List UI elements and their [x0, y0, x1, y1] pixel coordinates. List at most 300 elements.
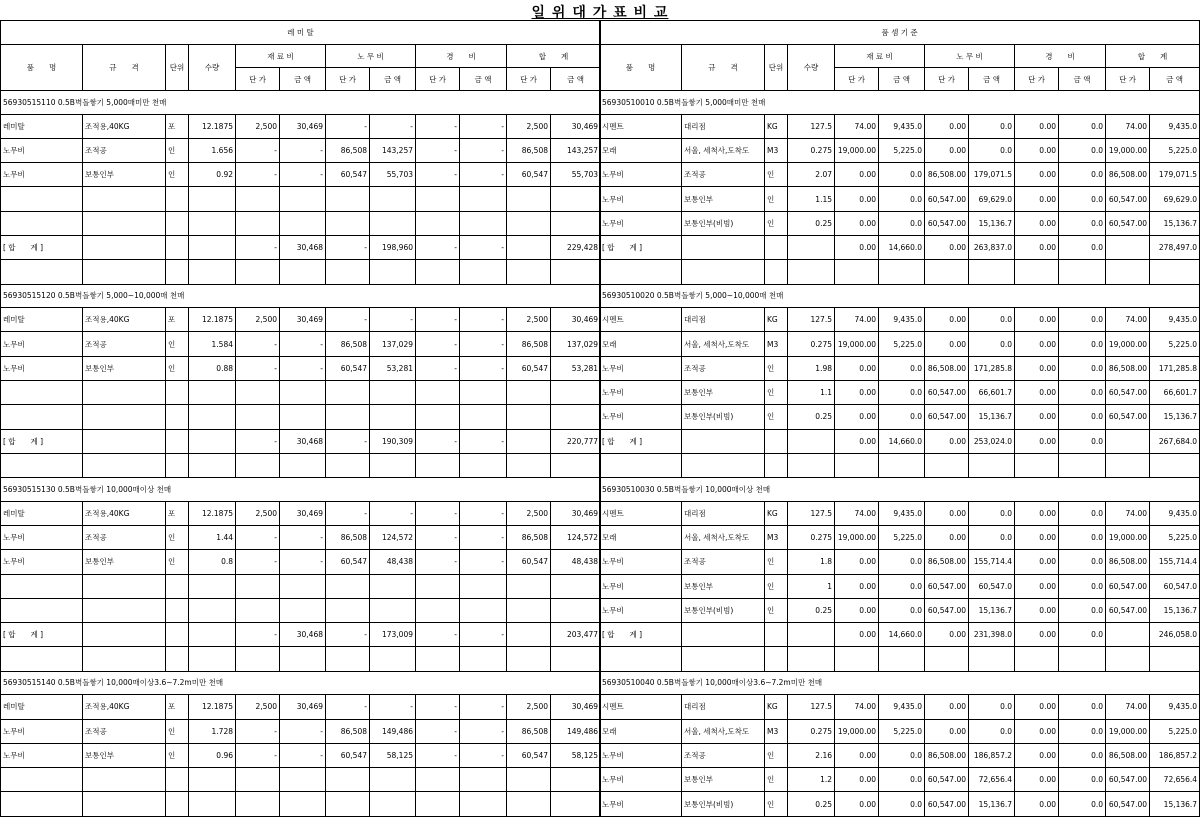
col-header-name: 품 명 — [600, 45, 682, 91]
table-cell: 60,547 — [507, 550, 551, 574]
table-row — [600, 647, 1200, 671]
table-cell: 2,500 — [507, 114, 551, 138]
table-cell: 0.00 — [925, 429, 969, 453]
table-cell: 15,136.7 — [969, 598, 1015, 622]
table-cell — [969, 453, 1015, 477]
table-cell — [236, 598, 280, 622]
table-cell: 조적공 — [83, 138, 166, 162]
table-cell: 48,438 — [551, 550, 601, 574]
table-cell — [788, 623, 835, 647]
table-cell: 74.00 — [835, 501, 879, 525]
table-row — [600, 429, 1200, 453]
table-cell: - — [326, 114, 370, 138]
table-cell: 0.0 — [1059, 405, 1106, 429]
table-cell: 모래 — [600, 719, 682, 743]
table-cell: 220,777 — [551, 429, 601, 453]
table-cell — [189, 647, 236, 671]
table-cell: 86,508.00 — [1106, 163, 1150, 187]
table-row — [1, 332, 601, 356]
table-cell — [166, 187, 189, 211]
table-row — [1, 453, 601, 477]
table-cell — [416, 647, 460, 671]
col-header-expense: 경 비 — [416, 45, 507, 68]
table-cell — [1106, 647, 1150, 671]
table-cell: - — [236, 235, 280, 259]
table-cell: 0.0 — [879, 211, 925, 235]
table-cell — [551, 453, 601, 477]
table-cell: 서울, 세척사,도착도 — [682, 332, 765, 356]
table-cell: 143,257 — [551, 138, 601, 162]
table-cell: 0.00 — [1015, 598, 1059, 622]
column-header-row — [600, 45, 1200, 68]
table-cell — [1015, 260, 1059, 284]
table-cell: 0.00 — [835, 235, 879, 259]
table-cell — [370, 187, 416, 211]
table-cell — [416, 453, 460, 477]
section-title: 56930510020 0.5B벽돌쌓기 5,000~10,000매 천매 — [600, 284, 1200, 308]
table-cell: 1.656 — [189, 138, 236, 162]
table-cell: 보통인부 — [682, 380, 765, 404]
table-cell: 5,225.0 — [1150, 138, 1200, 162]
table-row — [1, 380, 601, 404]
table-cell: 246,058.0 — [1150, 623, 1200, 647]
table-cell — [189, 380, 236, 404]
table-row — [600, 623, 1200, 647]
section-header-row — [1, 284, 601, 308]
table-cell: 149,486 — [551, 719, 601, 743]
col-header-material: 재 료 비 — [835, 45, 925, 68]
table-row — [1, 768, 601, 792]
table-cell: - — [236, 332, 280, 356]
table-cell — [460, 260, 507, 284]
table-cell — [189, 792, 236, 816]
section-header-row — [600, 284, 1200, 308]
table-cell: 5,225.0 — [879, 332, 925, 356]
table-cell — [507, 211, 551, 235]
col-header-qty: 수량 — [788, 45, 835, 91]
table-cell: - — [416, 743, 460, 767]
col-header-expense: 경 비 — [1015, 45, 1106, 68]
table-cell: 보통인부 — [682, 187, 765, 211]
table-cell: 0.8 — [189, 550, 236, 574]
table-cell — [280, 453, 326, 477]
table-cell — [1, 380, 83, 404]
table-cell — [551, 187, 601, 211]
table-cell: 14,660.0 — [879, 235, 925, 259]
table-cell — [189, 260, 236, 284]
table-cell — [1, 768, 83, 792]
table-row — [600, 332, 1200, 356]
table-cell — [326, 792, 370, 816]
table-cell: 5,225.0 — [1150, 525, 1200, 549]
table-cell: 60,547.00 — [925, 405, 969, 429]
table-cell: 0.0 — [1059, 114, 1106, 138]
table-title: 품 셈 기 준 — [600, 21, 1200, 45]
table-cell — [460, 453, 507, 477]
table-cell — [551, 405, 601, 429]
table-cell: 노무비 — [600, 743, 682, 767]
table-cell — [326, 405, 370, 429]
table-cell — [507, 598, 551, 622]
table-cell — [280, 187, 326, 211]
col-header-unit-price: 단 가 — [1106, 68, 1150, 91]
table-cell — [280, 647, 326, 671]
table-cell: 53,281 — [370, 356, 416, 380]
table-cell: 60,547 — [507, 163, 551, 187]
table-cell: 노무비 — [600, 211, 682, 235]
table-cell — [83, 405, 166, 429]
table-cell — [83, 211, 166, 235]
table-cell: 인 — [765, 380, 788, 404]
table-cell: 0.00 — [925, 525, 969, 549]
table-cell: 0.0 — [1059, 138, 1106, 162]
table-cell: 60,547.00 — [925, 187, 969, 211]
table-row — [600, 211, 1200, 235]
table-cell — [280, 405, 326, 429]
table-row — [1, 138, 601, 162]
table-cell: 조적공 — [83, 332, 166, 356]
table-cell — [326, 187, 370, 211]
table-cell: 127.5 — [788, 308, 835, 332]
table-cell: 30,469 — [551, 114, 601, 138]
table-cell: 노무비 — [600, 187, 682, 211]
table-cell: 55,703 — [370, 163, 416, 187]
table-cell: - — [236, 719, 280, 743]
table-cell: - — [460, 743, 507, 767]
table-cell: 0.00 — [1015, 501, 1059, 525]
table-cell: - — [326, 308, 370, 332]
table-cell: 인 — [765, 743, 788, 767]
table-cell — [969, 260, 1015, 284]
table-cell: - — [460, 308, 507, 332]
table-cell: 19,000.00 — [835, 332, 879, 356]
table-cell: - — [236, 356, 280, 380]
table-cell: 60,547 — [326, 163, 370, 187]
table-cell: 171,285.8 — [969, 356, 1015, 380]
table-cell: - — [280, 719, 326, 743]
table-row — [600, 138, 1200, 162]
table-cell — [236, 405, 280, 429]
table-cell: 0.00 — [1015, 405, 1059, 429]
table-cell: 노무비 — [600, 356, 682, 380]
table-cell — [83, 380, 166, 404]
table-cell: 0.0 — [1059, 211, 1106, 235]
table-cell — [835, 453, 879, 477]
table-cell: 0.0 — [1059, 623, 1106, 647]
table-cell — [236, 768, 280, 792]
table-cell — [416, 405, 460, 429]
table-cell: - — [416, 114, 460, 138]
table-cell — [166, 429, 189, 453]
table-cell — [507, 380, 551, 404]
table-cell — [83, 235, 166, 259]
table-cell: - — [416, 525, 460, 549]
table-cell: 0.0 — [879, 792, 925, 816]
section-title: 56930515130 0.5B벽돌쌓기 10,000매이상 천매 — [1, 478, 601, 502]
table-title-row — [1, 21, 601, 45]
table-row — [600, 768, 1200, 792]
table-cell: 0.25 — [788, 405, 835, 429]
table-cell: 0.0 — [969, 501, 1015, 525]
table-cell: 60,547.00 — [1106, 380, 1150, 404]
table-cell — [551, 647, 601, 671]
table-cell: 19,000.00 — [835, 138, 879, 162]
table-cell — [189, 768, 236, 792]
col-header-total: 합 계 — [1106, 45, 1200, 68]
table-cell — [236, 211, 280, 235]
table-cell: - — [416, 429, 460, 453]
table-cell: 190,309 — [370, 429, 416, 453]
table-cell: 155,714.4 — [1150, 550, 1200, 574]
table-cell: 9,435.0 — [879, 501, 925, 525]
table-cell: 137,029 — [370, 332, 416, 356]
table-cell: - — [280, 138, 326, 162]
table-cell: 86,508 — [507, 138, 551, 162]
table-cell: 74.00 — [1106, 501, 1150, 525]
table-cell: 2,500 — [236, 501, 280, 525]
table-cell: 1.1 — [788, 380, 835, 404]
table-row — [1, 792, 601, 816]
table-cell: 60,547.00 — [925, 574, 969, 598]
table-cell: 9,435.0 — [1150, 114, 1200, 138]
table-cell — [507, 453, 551, 477]
table-cell — [460, 211, 507, 235]
table-cell: 74.00 — [835, 695, 879, 719]
table-cell: 60,547 — [326, 356, 370, 380]
table-cell: - — [280, 163, 326, 187]
table-row — [1, 550, 601, 574]
table-cell: 0.00 — [1015, 380, 1059, 404]
table-cell: 60,547 — [326, 550, 370, 574]
col-header-amount: 금 액 — [460, 68, 507, 91]
table-cell: 0.275 — [788, 525, 835, 549]
table-cell: - — [416, 719, 460, 743]
table-cell: 9,435.0 — [1150, 501, 1200, 525]
table-cell: 137,029 — [551, 332, 601, 356]
table-cell: 1.584 — [189, 332, 236, 356]
table-cell — [370, 598, 416, 622]
table-cell: 0.0 — [1059, 550, 1106, 574]
table-cell: - — [280, 525, 326, 549]
table-cell — [507, 405, 551, 429]
table-cell: 12.1875 — [189, 501, 236, 525]
table-cell: 노무비 — [1, 743, 83, 767]
table-cell — [682, 429, 765, 453]
table-cell: 0.0 — [1059, 235, 1106, 259]
table-cell: M3 — [765, 138, 788, 162]
col-header-total: 합 계 — [507, 45, 601, 68]
table-cell: 0.0 — [1059, 187, 1106, 211]
table-cell: 5,225.0 — [1150, 719, 1200, 743]
table-cell: 0.00 — [835, 550, 879, 574]
table-row — [1, 429, 601, 453]
table-cell: 0.00 — [835, 211, 879, 235]
table-cell — [280, 792, 326, 816]
table-cell: 0.0 — [1059, 598, 1106, 622]
table-cell: 149,486 — [370, 719, 416, 743]
table-cell: - — [416, 695, 460, 719]
table-cell — [925, 647, 969, 671]
table-cell: 86,508.00 — [925, 163, 969, 187]
table-cell: 보통인부(비빔) — [682, 598, 765, 622]
table-cell — [189, 598, 236, 622]
table-cell: 30,469 — [280, 695, 326, 719]
table-cell: 0.0 — [1059, 501, 1106, 525]
table-cell: 보통인부 — [682, 574, 765, 598]
table-cell — [507, 235, 551, 259]
table-cell — [326, 260, 370, 284]
table-cell — [1, 792, 83, 816]
table-cell: 9,435.0 — [879, 308, 925, 332]
table-cell: M3 — [765, 332, 788, 356]
table-cell — [1015, 453, 1059, 477]
section-header-row — [600, 478, 1200, 502]
col-header-amount: 금 액 — [280, 68, 326, 91]
table-cell — [166, 260, 189, 284]
table-cell: 조적공 — [682, 163, 765, 187]
table-cell: 124,572 — [370, 525, 416, 549]
table-cell: - — [460, 356, 507, 380]
table-cell: 2,500 — [507, 695, 551, 719]
table-cell — [83, 768, 166, 792]
table-cell: 인 — [765, 187, 788, 211]
table-cell: 조적용,40KG — [83, 308, 166, 332]
table-row — [600, 792, 1200, 816]
table-cell: 55,703 — [551, 163, 601, 187]
table-cell: 레미탈 — [1, 308, 83, 332]
table-cell — [835, 647, 879, 671]
table-cell: - — [280, 743, 326, 767]
table-cell — [1059, 647, 1106, 671]
table-cell: 0.0 — [879, 405, 925, 429]
table-cell — [370, 405, 416, 429]
table-cell: 9,435.0 — [879, 695, 925, 719]
table-cell — [682, 647, 765, 671]
table-cell: 포 — [166, 114, 189, 138]
table-cell: 9,435.0 — [1150, 695, 1200, 719]
table-cell: 포 — [166, 308, 189, 332]
table-cell: 0.0 — [879, 163, 925, 187]
table-cell: 2,500 — [507, 501, 551, 525]
page-title: 일 위 대 가 표 비 교 — [531, 5, 669, 21]
table-cell: 229,428 — [551, 235, 601, 259]
table-cell: 203,477 — [551, 623, 601, 647]
table-title-row — [600, 21, 1200, 45]
table-cell: 1.2 — [788, 768, 835, 792]
table-row — [600, 525, 1200, 549]
table-row — [1, 598, 601, 622]
table-cell — [460, 574, 507, 598]
col-header-material: 재 료 비 — [236, 45, 326, 68]
table-cell: 60,547.00 — [925, 792, 969, 816]
table-cell: 1.15 — [788, 187, 835, 211]
table-cell — [166, 453, 189, 477]
table-cell: - — [236, 743, 280, 767]
table-cell: KG — [765, 695, 788, 719]
table-cell — [326, 598, 370, 622]
table-cell: 0.0 — [969, 138, 1015, 162]
table-cell: 대리점 — [682, 695, 765, 719]
table-row — [600, 453, 1200, 477]
table-cell: 86,508 — [326, 719, 370, 743]
table-cell: 인 — [765, 768, 788, 792]
col-header-unit-price: 단 가 — [416, 68, 460, 91]
table-cell: 서울, 세척사,도착도 — [682, 138, 765, 162]
table-cell: 대리점 — [682, 308, 765, 332]
table-cell: 0.0 — [1059, 429, 1106, 453]
table-cell: 조적공 — [682, 550, 765, 574]
table-row — [600, 187, 1200, 211]
table-cell: 2,500 — [236, 114, 280, 138]
table-cell — [280, 574, 326, 598]
table-cell: 0.0 — [1059, 308, 1106, 332]
table-cell — [507, 768, 551, 792]
table-cell: - — [416, 163, 460, 187]
table-cell — [326, 647, 370, 671]
table-cell: 0.00 — [1015, 792, 1059, 816]
table-cell: 0.00 — [835, 598, 879, 622]
table-cell — [1059, 453, 1106, 477]
section-header-row — [600, 671, 1200, 695]
table-cell — [370, 211, 416, 235]
table-row — [1, 235, 601, 259]
table-cell — [1, 647, 83, 671]
table-cell: 15,136.7 — [969, 792, 1015, 816]
table-row — [600, 380, 1200, 404]
table-cell: - — [236, 550, 280, 574]
table-cell — [507, 647, 551, 671]
table-row — [1, 743, 601, 767]
table-cell: 대리점 — [682, 501, 765, 525]
table-cell: 0.00 — [1015, 163, 1059, 187]
table-title: 레 미 탈 — [1, 21, 601, 45]
table-cell: - — [326, 235, 370, 259]
table-cell: 0.88 — [189, 356, 236, 380]
table-cell — [600, 260, 682, 284]
table-cell — [765, 647, 788, 671]
table-cell — [280, 598, 326, 622]
table-row — [600, 114, 1200, 138]
table-cell: 171,285.8 — [1150, 356, 1200, 380]
table-cell: 0.00 — [1015, 743, 1059, 767]
table-cell: 0.00 — [1015, 719, 1059, 743]
col-header-spec: 규 격 — [682, 45, 765, 91]
table-cell: 모래 — [600, 138, 682, 162]
table-cell — [1015, 647, 1059, 671]
table-cell: 86,508 — [326, 332, 370, 356]
table-cell — [189, 405, 236, 429]
table-cell — [416, 574, 460, 598]
table-cell — [460, 405, 507, 429]
table-cell — [925, 260, 969, 284]
table-cell — [551, 792, 601, 816]
table-cell — [189, 211, 236, 235]
table-cell: 60,547 — [507, 743, 551, 767]
table-cell: 0.00 — [925, 235, 969, 259]
table-cell: 0.00 — [925, 308, 969, 332]
table-cell: 인 — [765, 211, 788, 235]
table-cell: 0.00 — [925, 623, 969, 647]
table-cell — [507, 187, 551, 211]
table-cell: 0.00 — [925, 501, 969, 525]
col-header-qty: 수량 — [189, 45, 236, 91]
table-cell: 0.0 — [879, 550, 925, 574]
table-cell: 143,257 — [370, 138, 416, 162]
table-cell: 0.25 — [788, 598, 835, 622]
table-cell: 0.00 — [835, 743, 879, 767]
table-cell: 인 — [166, 356, 189, 380]
table-cell: 127.5 — [788, 114, 835, 138]
